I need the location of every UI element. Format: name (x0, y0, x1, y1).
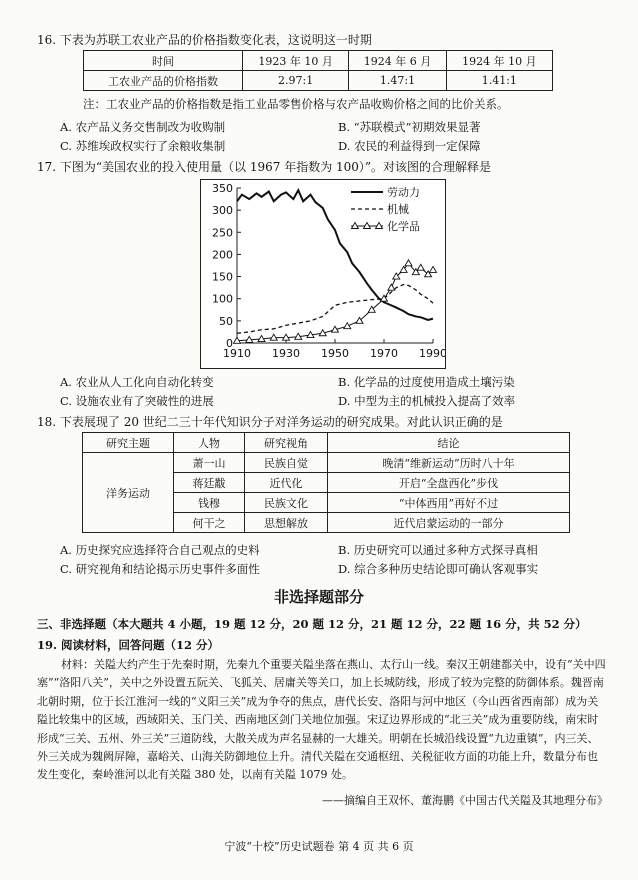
q18-person: 萧一山 (174, 453, 245, 473)
q18-conclusion: 晚清“维新运动”历时八十年 (328, 453, 570, 473)
q18-option-b[interactable]: B. 历史研究可以通过多种方式探寻真相 (338, 543, 538, 557)
q16-note: 注：工农业产品的价格指数是指工业品零售价格与农产品收购价格之间的比价关系。 (83, 97, 509, 111)
q18-view: 民族文化 (245, 493, 328, 513)
section-title: 非选择题部分 (273, 588, 364, 606)
q18-header-person: 人物 (174, 433, 245, 453)
y-tick-label: 350 (212, 182, 233, 195)
page-footer: 宁波“十校”历史试题卷 第 4 页 共 6 页 (224, 840, 414, 853)
q16-table (83, 50, 553, 91)
q16-value-1: 2.97:1 (243, 71, 349, 91)
x-tick-label: 1990 (419, 347, 445, 360)
q16-option-b[interactable]: B. “苏联模式”初期效果显著 (338, 120, 481, 134)
chart-legend (351, 185, 420, 233)
q16-value-3: 1.41:1 (446, 71, 552, 91)
section-description: 三、非选择题（本大题共 4 小题，19 题 12 分，20 题 12 分，21 题 12 分，22 题 16 分，共 52 分） (37, 617, 587, 631)
q18-stem: 18. 下表展现了 20 世纪二三十年代知识分子对洋务运动的研究成果。对此认识正确的是 (37, 415, 503, 429)
y-tick-label: 0 (226, 337, 233, 350)
q18-table (82, 432, 570, 533)
q17-stem: 17. 下图为“美国农业的投入使用量（以 1967 年指数为 100）”。对该图的合理解释是 (37, 160, 492, 174)
q18-header-conclusion: 结论 (328, 433, 570, 453)
q16-stem: 16. 下表为苏联工农业产品的价格指数变化表，这说明这一时期 (37, 33, 372, 47)
q17-option-b[interactable]: B. 化学品的过度使用造成土壤污染 (338, 375, 515, 389)
q16-option-c[interactable]: C. 苏维埃政权实行了余粮收集制 (60, 139, 226, 153)
q16-header-1: 1923 年 10 月 (243, 51, 349, 71)
q18-header-view: 研究视角 (245, 433, 328, 453)
chemical-marker (405, 260, 412, 266)
y-tick-label: 50 (219, 314, 233, 328)
q18-person: 蒋廷黻 (174, 473, 245, 493)
legend-label-2: 机械 (387, 203, 409, 216)
q18-person: 何干之 (174, 513, 245, 533)
y-tick-label: 250 (212, 226, 233, 240)
q18-option-a[interactable]: A. 历史探究应选择符合自己观点的史料 (60, 543, 260, 557)
q16-value-2: 1.47:1 (349, 71, 446, 91)
q17-chart-frame (200, 179, 446, 369)
y-tick-label: 100 (212, 292, 233, 306)
q19-source: ——摘编自王双怀、董海鹏《中国古代关隘及其地理分布》 (322, 794, 608, 807)
q18-conclusion: 开启“全盘西化”步伐 (328, 473, 570, 493)
legend-label-1: 劳动力 (387, 186, 420, 199)
q18-conclusion: “中体西用”再好不过 (328, 493, 570, 513)
q16-header-3: 1924 年 10 月 (446, 51, 552, 71)
chemical-marker (344, 323, 351, 329)
q19-material: 材料：关隘大约产生于先秦时期，先秦九个重要关隘坐落在燕山、太行山一线。秦汉王朝建都关中，设有“关中四塞”“洛阳八关”，关中之外设置五阮关、飞狐关、居庸关等关口，加上长城防线，形成了较为完整的防御体系。魏晋南北朝时期，位于长江淮河一线的“义阳三关”成为争夺的焦点，唐代长安、洛阳与河中地区（今山西省西南部）成为关隘比较集中的区域，西域阳关、玉门关、西南地区剑门关地位加强。宋辽边界形成的“北三关”成为重要防线，南宋时形成“三关、五州、外三关”三道防线，大散关成为声名显赫的一大雄关。明朝在长城沿线设置“九边重镇”，内三关、外三关成为魏阙屏障，嘉峪关、山海关防御地位上升。清代关隘在交通枢纽、关税征收方面的功能上升，数量分布也发生变化，秦岭淮河以北有关隘 380 处，以南有关隘 1079 处。 (37, 658, 606, 782)
q16-header-time: 时间 (84, 51, 243, 71)
y-tick-label: 300 (212, 204, 233, 218)
q18-option-d[interactable]: D. 综合多种历史结论即可确认客观事实 (338, 562, 539, 576)
y-tick-label: 200 (212, 248, 233, 262)
q18-person: 钱穆 (174, 493, 245, 513)
chemical-marker (430, 266, 437, 272)
q18-view: 民族自觉 (245, 453, 328, 473)
q18-topic: 洋务运动 (83, 453, 174, 533)
x-tick-label: 1970 (370, 347, 398, 360)
q18-option-c[interactable]: C. 研究视角和结论揭示历史事件多面性 (60, 562, 260, 576)
q17-line-chart (201, 180, 445, 368)
q16-header-2: 1924 年 6 月 (349, 51, 446, 71)
legend-label-3: 化学品 (387, 220, 420, 233)
x-tick-label: 1950 (321, 347, 349, 360)
x-tick-label: 1930 (272, 347, 300, 360)
q16-option-d[interactable]: D. 农民的利益得到一定保障 (338, 139, 481, 153)
q17-option-a[interactable]: A. 农业从人工化向自动化转变 (60, 375, 214, 389)
x-tick-label: 1910 (223, 347, 251, 360)
chemical-marker (417, 264, 424, 270)
q19-stem: 19. 阅读材料，回答问题（12 分） (37, 638, 220, 652)
y-tick-label: 150 (212, 270, 233, 284)
chart-axes (212, 182, 445, 360)
q18-view: 思想解放 (245, 513, 328, 533)
q17-option-d[interactable]: D. 中型为主的机械投入提高了效率 (338, 394, 516, 408)
q18-conclusion: 近代启蒙运动的一部分 (328, 513, 570, 533)
q16-row-label: 工农业产品的价格指数 (84, 71, 243, 91)
q17-option-c[interactable]: C. 设施农业有了突破性的进展 (60, 394, 214, 408)
q18-view: 近代化 (245, 473, 328, 493)
chemical-marker (388, 284, 395, 290)
q16-option-a[interactable]: A. 农产品义务交售制改为收购制 (60, 120, 226, 134)
q18-header-topic: 研究主题 (83, 433, 174, 453)
